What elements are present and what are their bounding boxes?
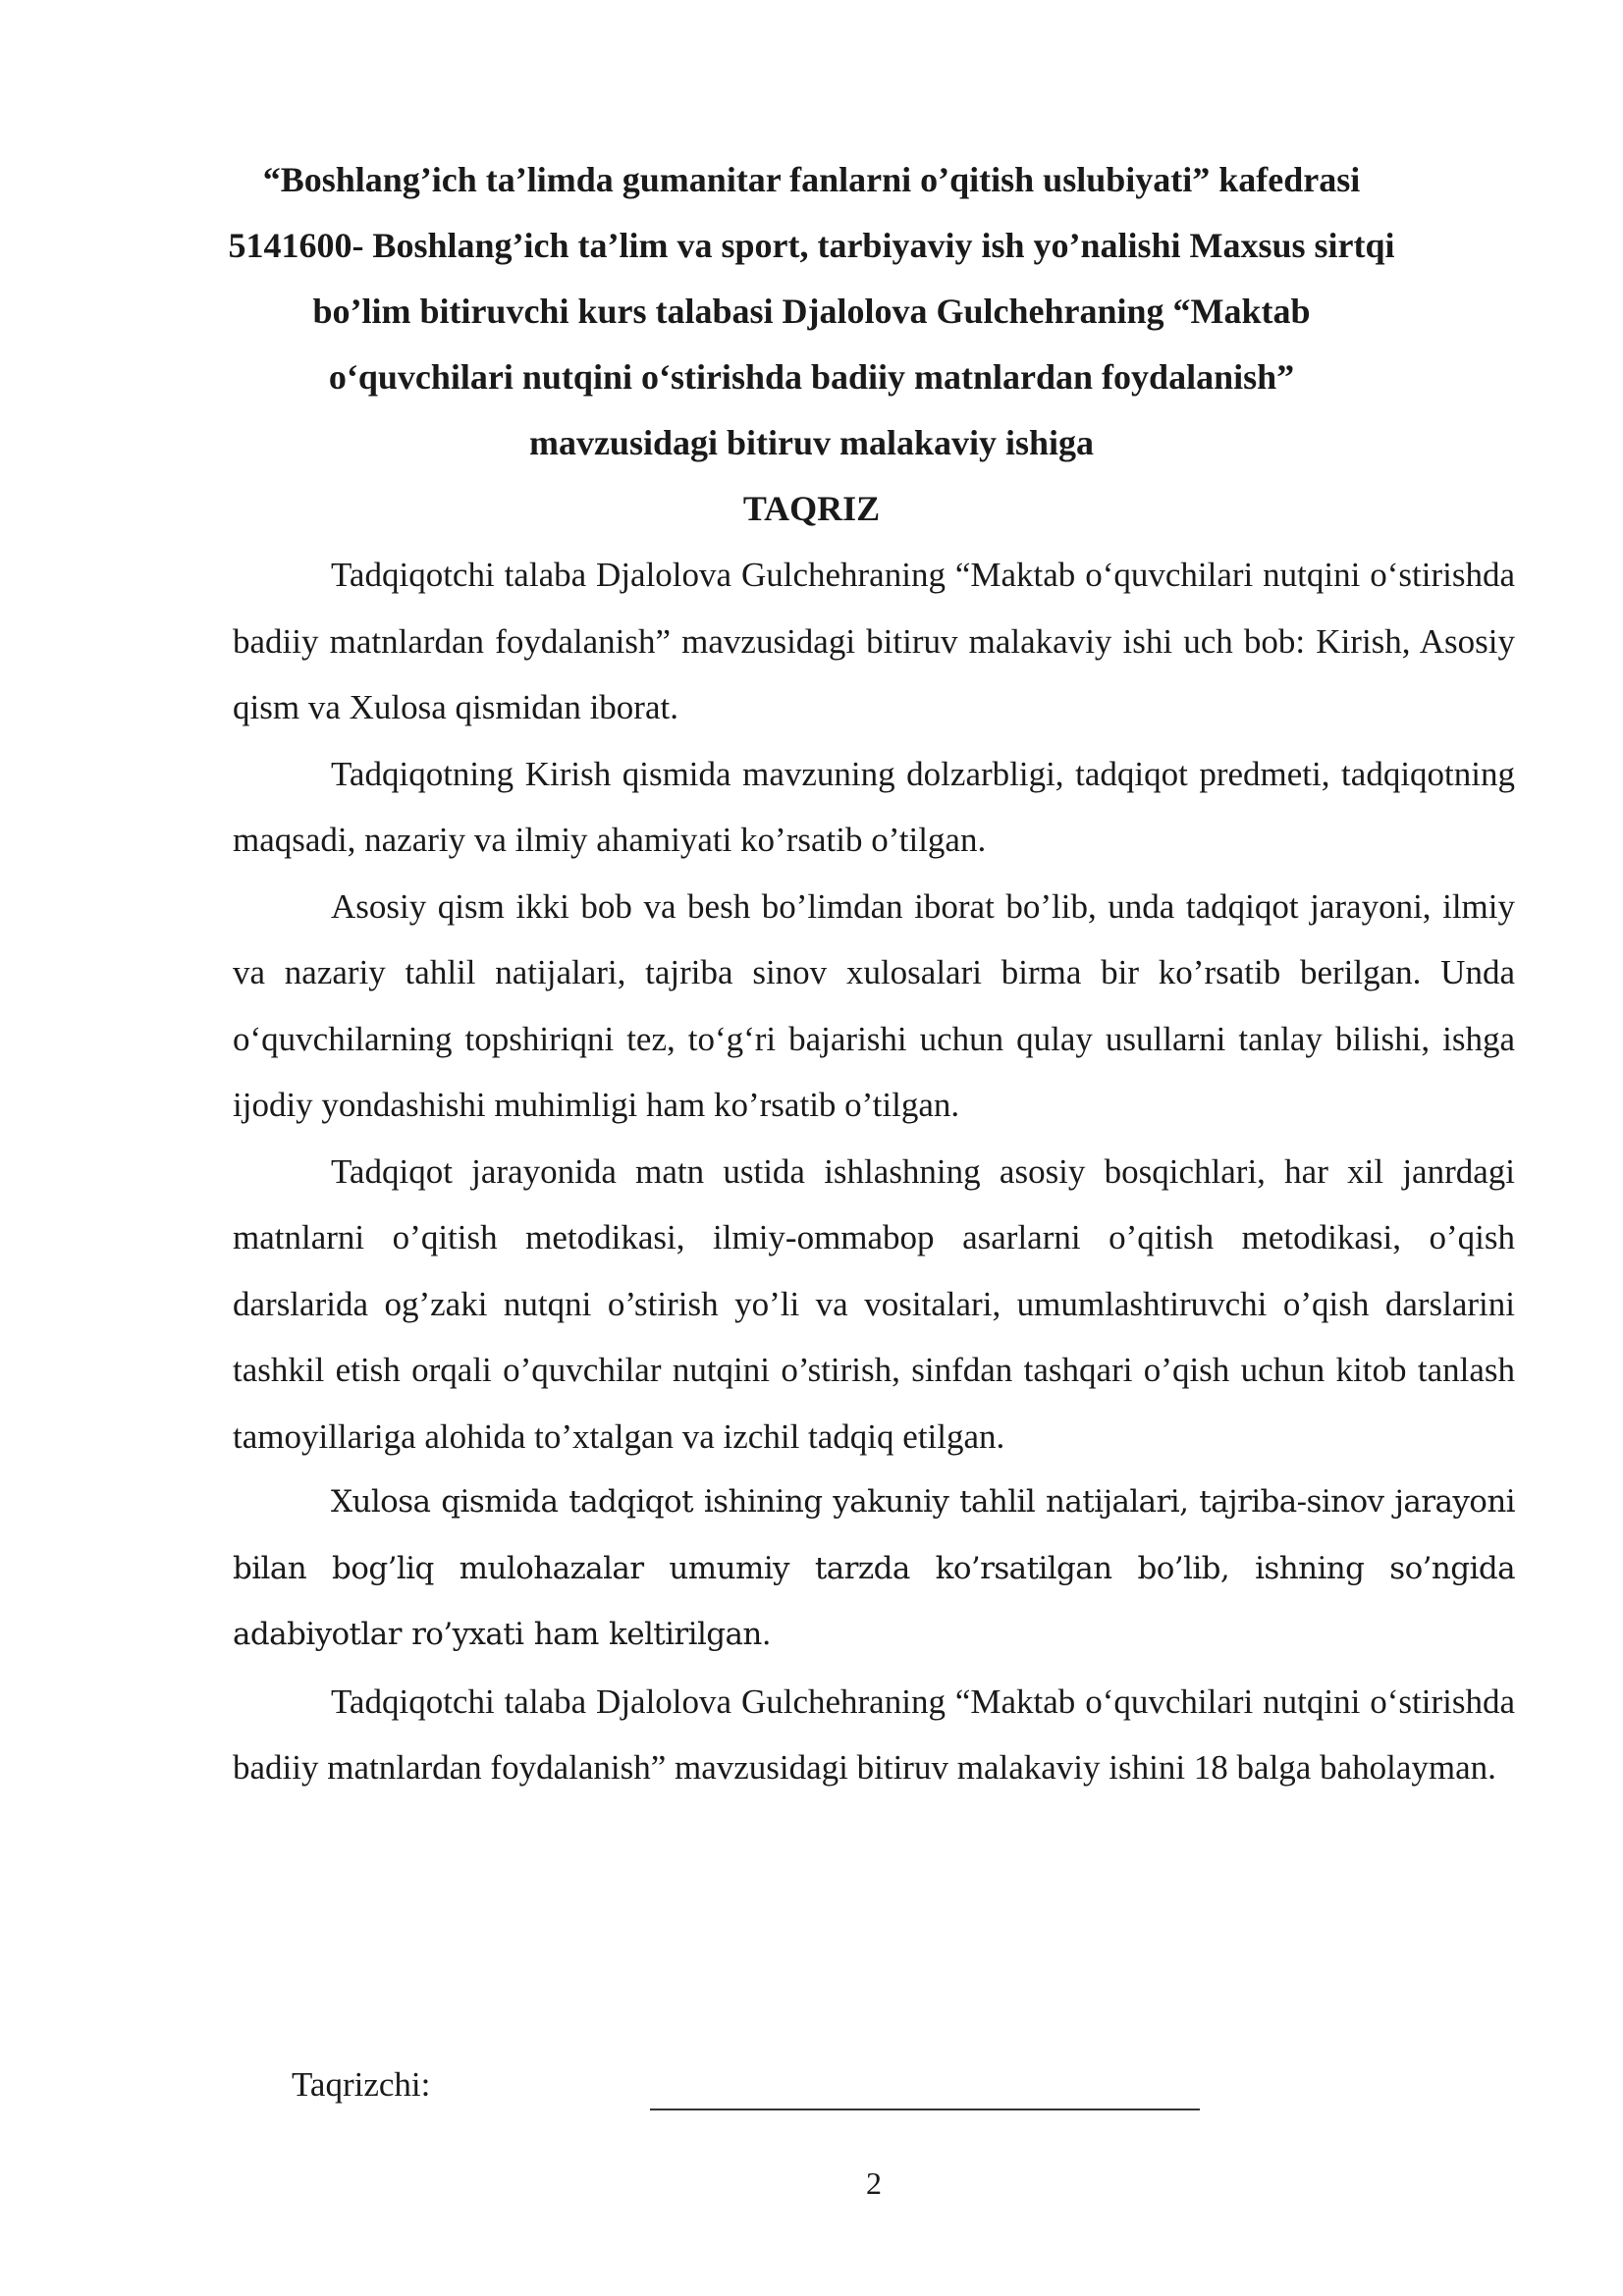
signature-row [292, 2065, 1273, 2124]
paragraph-intro: Tadqiqotchi talaba Djalolova Gulchehraning “Maktab o‘quvchilari nutqini o‘stirishda badiiy matnlardan foydalanish” mavzusidagi bitiruv malakaviy ishi uch bob: Kirish, Asosiy qism va Xulosa qismidan iborat. [233, 556, 1515, 726]
paragraph-asosiy-qism: Asosiy qism ikki bob va besh bo’limdan iborat bo’lib, unda tadqiqot jarayoni, ilmiy va nazariy tahlil natijalari, tajriba sinov xulosalari birma bir ko’rsatib berilgan. Unda o‘quvchilarning topshiriqni tez, to‘g‘ri bajarishi uchun qulay usullarni tanlay bilishi, ishga ijodiy yondashishi muhimligi ham ko’rsatib o’tilgan. [233, 886, 1515, 1124]
heading-line-2: 5141600- Boshlang’ich ta’lim va sport, tarbiyaviy ish yo’nalishi Maxsus sirtqi [228, 226, 1395, 265]
signature-line [650, 2109, 1200, 2110]
document-heading [196, 147, 1427, 542]
heading-line-4: o‘quvchilari nutqini o‘stirishda badiiy matnlardan foydalanish” [328, 357, 1295, 397]
heading-line-3: bo’lim bitiruvchi kurs talabasi Djalolova Gulchehraning “Maktab [312, 292, 1311, 331]
document-body [233, 542, 1515, 1801]
page-number: 2 [866, 2165, 882, 2201]
paragraph-tadqiqot-jarayoni: Tadqiqot jarayonida matn ustida ishlashning asosiy bosqichlari, har xil janrdagi matnlarni o’qitish metodikasi, ilmiy-ommabop asarlarni o’qitish metodikasi, o’qish darslarida og’zaki nutqni o’stirish yo’li va vositalari, umumlashtiruvchi o’qish darslarini tashkil etish orqali o’quvchilar nutqini o’stirish, sinfdan tashqari o’qish uchun kitob tanlash tamoyillariga alohida to’xtalgan va izchil tadqiq etilgan. [233, 1151, 1515, 1456]
document-title: TAQRIZ [742, 489, 881, 528]
heading-line-5: mavzusidagi bitiruv malakaviy ishiga [528, 423, 1095, 462]
heading-line-1: “Boshlang’ich ta’limda gumanitar fanlarni o’qitish uslubiyati” kafedrasi [262, 160, 1361, 199]
paragraph-xulosa: Xulosa qismida tadqiqot ishining yakuniy tahlil natijalari, tajriba-sinov jarayoni bilan bog’liq mulohazalar umumiy tarzda ko’rsatilgan bo’lib, ishning so’ngida adabiyotlar ro’yxati ham keltirilgan. [233, 1484, 1515, 1652]
paragraph-kirish: Tadqiqotning Kirish qismida mavzuning dolzarbligi, tadqiqot predmeti, tadqiqotning maqsadi, nazariy va ilmiy ahamiyati ko’rsatib o’tilgan. [233, 754, 1515, 859]
paragraph-baho: Tadqiqotchi talaba Djalolova Gulchehraning “Maktab o‘quvchilari nutqini o‘stirishda badiiy matnlardan foydalanish” mavzusidagi bitiruv malakaviy ishini 18 balga baholayman. [233, 1682, 1515, 1787]
reviewer-label: Taqrizchi: [292, 2065, 431, 2104]
